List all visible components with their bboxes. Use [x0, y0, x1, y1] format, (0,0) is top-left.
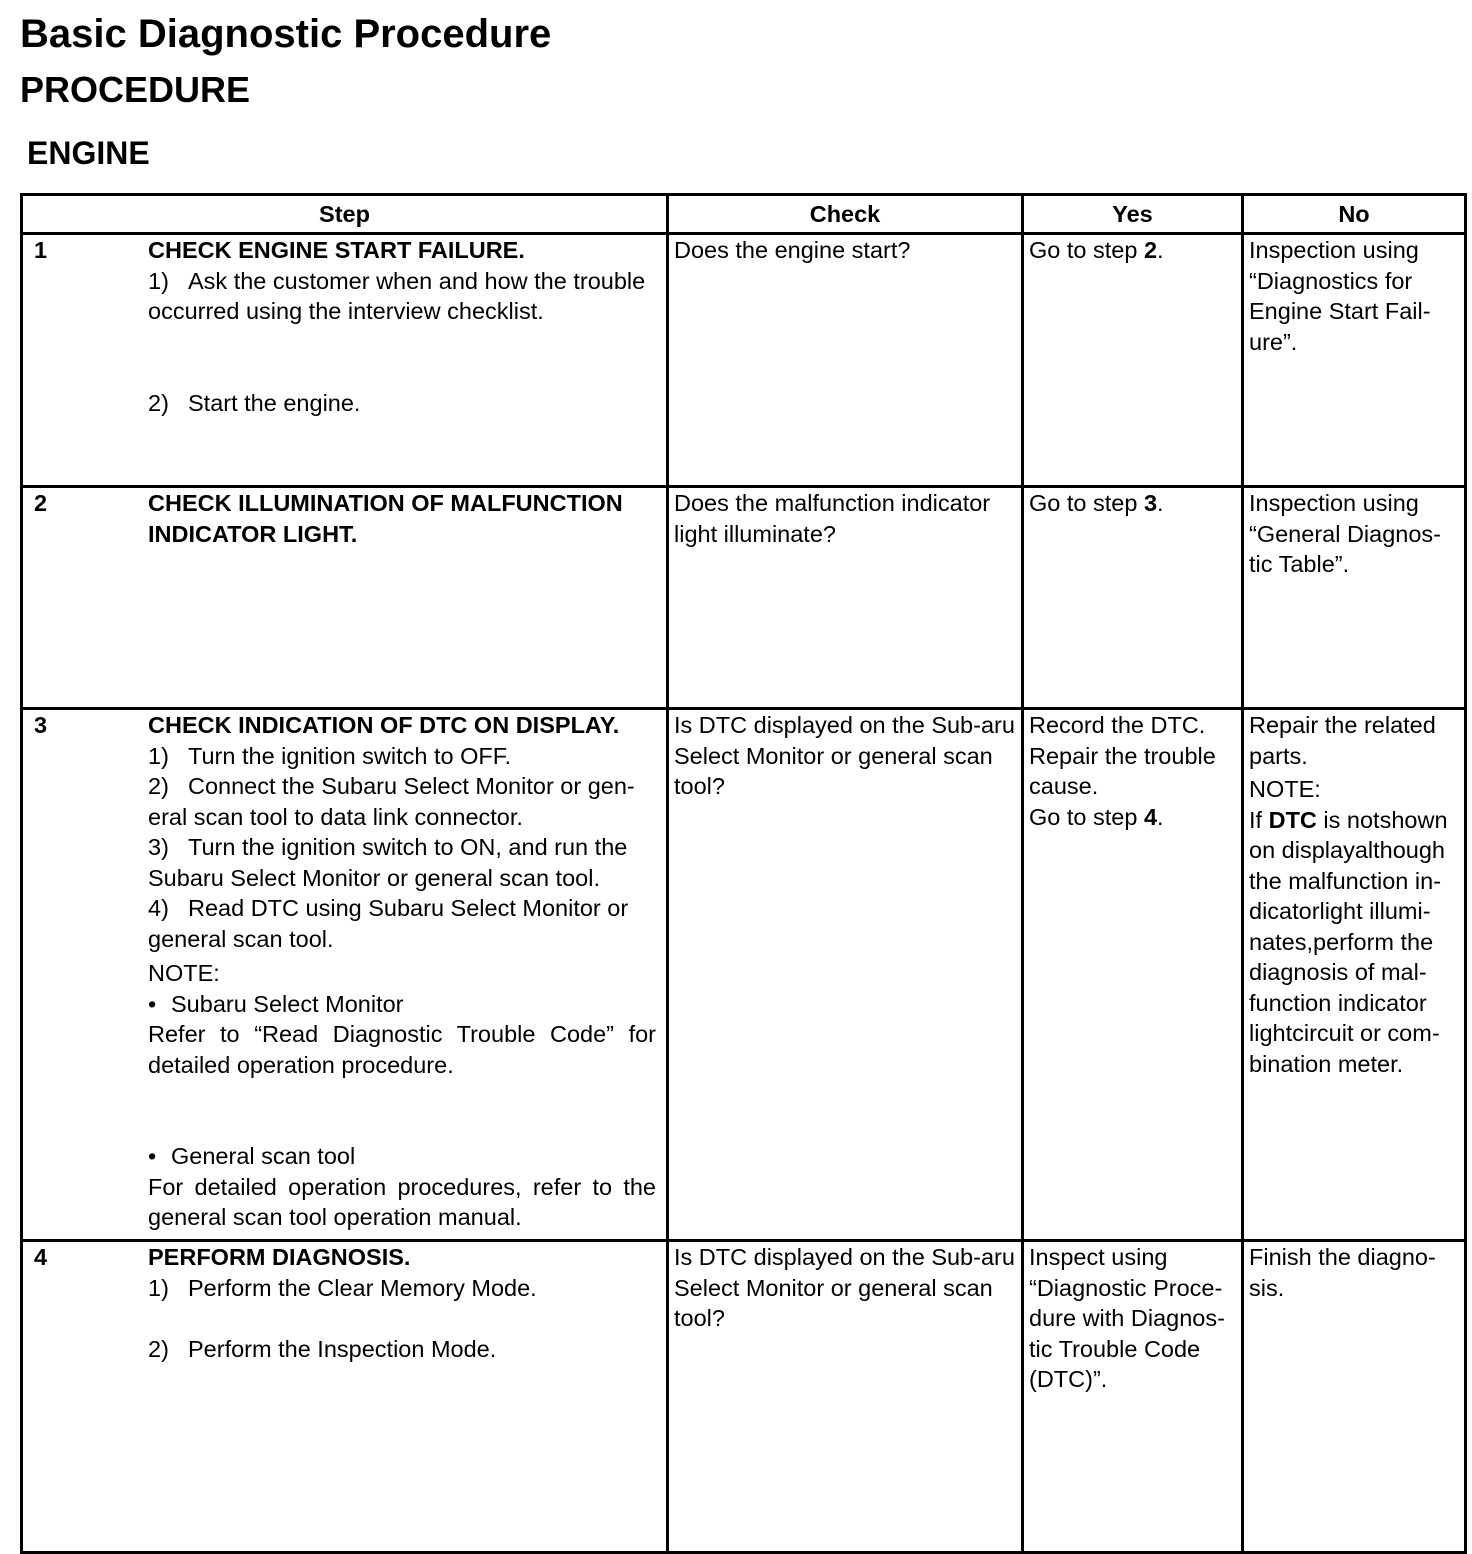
- section-heading: ENGINE: [27, 135, 150, 171]
- yes-cell: Inspect using “Diagnostic Proce-dure with Diagnos-tic Trouble Code (DTC)”.: [1023, 1241, 1243, 1553]
- note-label: NOTE:: [148, 960, 220, 986]
- substep-text: Turn the ignition switch to ON, and run the Subaru Select Monitor or general scan tool.: [148, 834, 628, 891]
- no-cell: Inspection using “Diagnostics for Engine Start Fail-ure”.: [1243, 234, 1466, 487]
- table-row: [22, 709, 1466, 1241]
- bullet-text: For detailed operation procedures, refer to the general scan tool operation manual.: [148, 1173, 656, 1230]
- yes-step-number: 2: [1143, 237, 1158, 263]
- check-cell: Does the engine start?: [668, 234, 1023, 487]
- yes-cell: [1023, 487, 1243, 709]
- step-number: 3: [34, 712, 48, 738]
- bullet-item: [148, 1141, 656, 1172]
- no-note-dtc: DTC: [1268, 806, 1317, 833]
- substep-number: 2): [148, 1336, 169, 1362]
- bullet-label: Subaru Select Monitor: [171, 990, 404, 1017]
- column-header-step: Step: [22, 195, 668, 234]
- substep: [148, 832, 656, 893]
- substep-number: 1): [148, 742, 169, 769]
- step-cell: [22, 234, 668, 487]
- check-cell: Does the malfunction indicator light illuminate?: [668, 487, 1023, 709]
- substep-number: 2): [148, 389, 169, 416]
- substep-text: Connect the Subaru Select Monitor or gen-eral scan tool to data link connector.: [148, 773, 635, 830]
- yes-text: Go to step: [1029, 490, 1144, 516]
- yes-suffix: .: [1157, 237, 1164, 263]
- check-cell: Is DTC displayed on the Sub-aru Select Monitor or general scan tool?: [668, 1241, 1023, 1553]
- yes-line: Repair the trouble cause.: [1029, 742, 1216, 799]
- page-subtitle: PROCEDURE: [20, 69, 251, 110]
- bullet-dot-icon: •: [148, 1143, 157, 1169]
- yes-text: Go to step: [1029, 803, 1144, 830]
- yes-text: Go to step: [1029, 237, 1144, 263]
- yes-cell: [1023, 234, 1243, 487]
- no-note-prefix: If: [1249, 806, 1269, 833]
- substep: [148, 771, 656, 832]
- no-note-label: NOTE:: [1249, 776, 1321, 802]
- table-header-row: [22, 195, 1466, 234]
- step-number: 1: [34, 237, 48, 263]
- yes-line: Record the DTC.: [1029, 712, 1206, 738]
- yes-line: [1029, 802, 1236, 833]
- column-header-no: No: [1243, 195, 1466, 234]
- bullet-text: Refer to “Read Diagnostic Trouble Code” for detailed operation procedure.: [148, 1021, 656, 1078]
- substep-text: Perform the Clear Memory Mode.: [188, 1274, 537, 1301]
- substep-number: 1): [148, 267, 169, 294]
- procedure-table: [20, 193, 1467, 1554]
- substep-text: Turn the ignition switch to OFF.: [188, 742, 512, 769]
- step-cell: [22, 487, 668, 709]
- substep-text: Perform the Inspection Mode.: [188, 1336, 497, 1362]
- yes-suffix: .: [1157, 803, 1164, 830]
- bullet-dot-icon: •: [148, 990, 157, 1017]
- substep-number: 4): [148, 895, 169, 921]
- yes-suffix: .: [1157, 490, 1164, 516]
- table-row: [22, 487, 1466, 709]
- step-number: 4: [34, 1244, 48, 1270]
- no-cell: Finish the diagno-sis.: [1243, 1241, 1466, 1553]
- substep-text: Read DTC using Subaru Select Monitor or general scan tool.: [148, 895, 629, 952]
- no-note-text: [1249, 805, 1459, 1080]
- bullet-label: General scan tool: [171, 1143, 356, 1169]
- yes-step-number: 3: [1143, 490, 1158, 516]
- substep: [148, 266, 656, 327]
- substep-number: 1): [148, 1274, 169, 1301]
- substep: [148, 893, 656, 954]
- substep-text: Start the engine.: [188, 389, 361, 416]
- table-row: [22, 1241, 1466, 1553]
- substep-text: Ask the customer when and how the trouble occurred using the interview checklist.: [148, 267, 646, 324]
- step-title: PERFORM DIAGNOSIS.: [148, 1244, 411, 1270]
- yes-step-number: 4: [1143, 803, 1158, 830]
- step-title: CHECK INDICATION OF DTC ON DISPLAY.: [148, 712, 620, 738]
- column-header-yes: Yes: [1023, 195, 1243, 234]
- step-cell: [22, 709, 668, 1241]
- bullet-item: [148, 989, 656, 1020]
- substep-number: 2): [148, 773, 169, 799]
- no-cell: Inspection using “General Diagnos-tic Table”.: [1243, 487, 1466, 709]
- table-row: [22, 234, 1466, 487]
- no-note-body: is notshown on displayalthough the malfunction in-dicatorlight illumi-nates,perform the diagnosis of mal-function indicator lightcircuit or com-bination meter.: [1249, 806, 1448, 1077]
- substep: [148, 1334, 656, 1365]
- column-header-check: Check: [668, 195, 1023, 234]
- step-number: 2: [34, 490, 48, 516]
- step-title: CHECK ENGINE START FAILURE.: [148, 237, 525, 263]
- page-title: Basic Diagnostic Procedure: [20, 12, 552, 56]
- substep: [148, 1273, 656, 1304]
- step-cell: [22, 1241, 668, 1553]
- step-title: CHECK ILLUMINATION OF MALFUNCTION INDICATOR LIGHT.: [148, 490, 623, 547]
- yes-cell: [1023, 709, 1243, 1241]
- substep-number: 3): [148, 834, 169, 860]
- no-main-text: Repair the related parts.: [1249, 712, 1436, 769]
- no-cell: [1243, 709, 1466, 1241]
- check-cell: Is DTC displayed on the Sub-aru Select Monitor or general scan tool?: [668, 709, 1023, 1241]
- substep: [148, 388, 656, 419]
- substep: [148, 741, 656, 772]
